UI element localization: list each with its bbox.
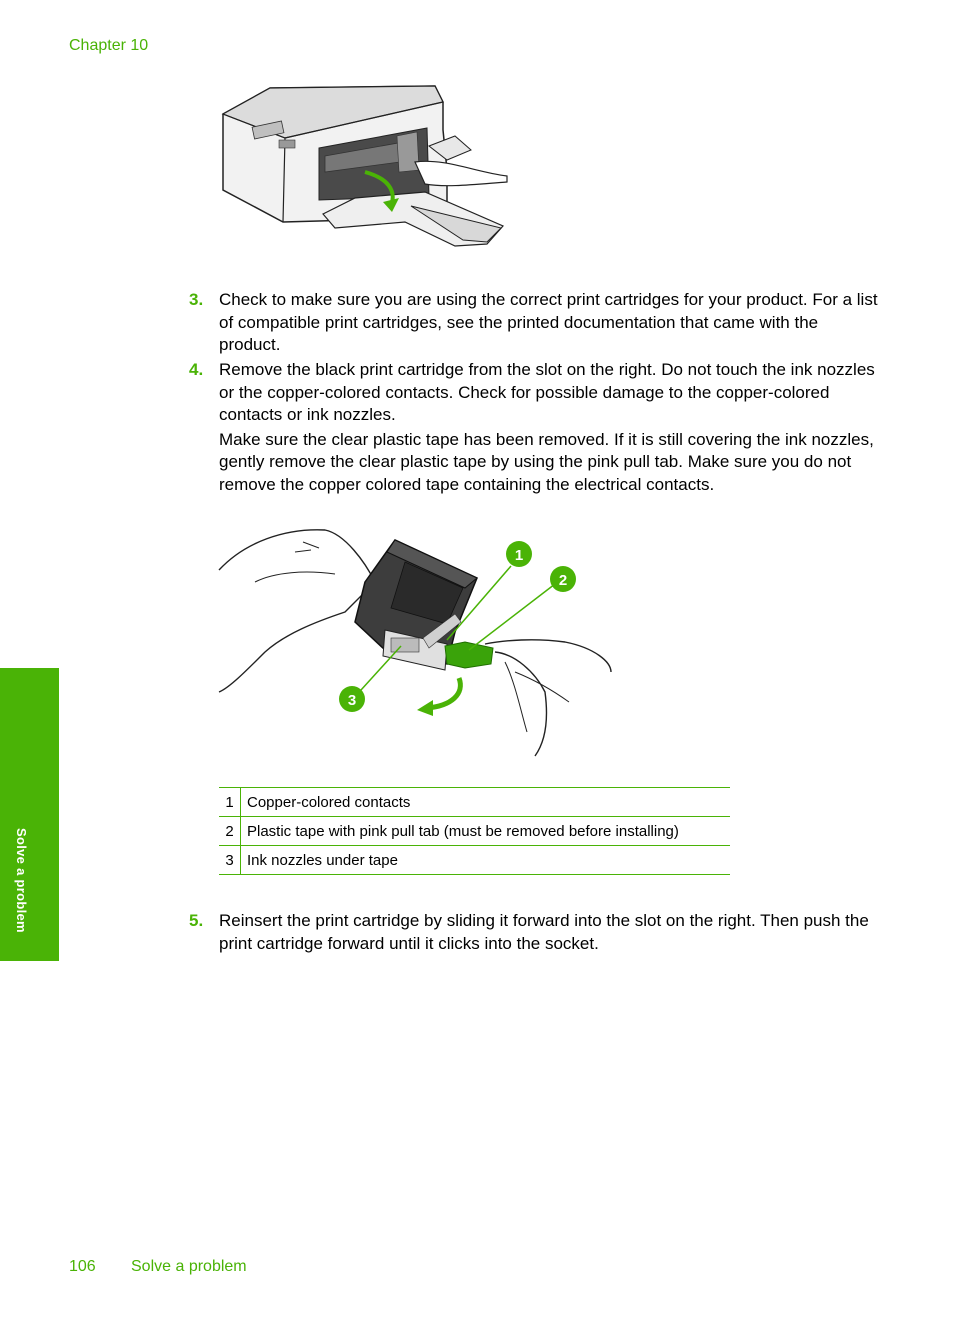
footer-title: Solve a problem [131, 1258, 247, 1275]
step-number: 3. [189, 290, 204, 309]
callout-1-label: 1 [514, 547, 524, 564]
table-row [219, 788, 730, 817]
legend-text: Plastic tape with pink pull tab (must be removed before installing) [241, 817, 731, 846]
step-text: Remove the black print cartridge from the slot on the right. Do not touch the ink nozzles or the copper-colored contacts. Check for possible damage to the copper-colored contacts or ink nozzles. [219, 360, 875, 424]
table-row [219, 846, 730, 875]
legend-text: Ink nozzles under tape [241, 846, 731, 875]
legend-number: 3 [219, 846, 241, 875]
step-text: Reinsert the print cartridge by sliding it forward into the slot on the right. Then push the print cartridge forward until it clicks into the socket. [219, 911, 869, 953]
step-number: 4. [189, 360, 204, 379]
step-text: Check to make sure you are using the correct print cartridges for your product. For a list of compatible print cartridges, see the printed documentation that came with the product. [219, 290, 878, 354]
callout-2-label: 2 [558, 572, 568, 589]
chapter-heading: Chapter 10 [69, 37, 149, 54]
printer-illustration [215, 80, 515, 252]
callout-3-label: 3 [347, 692, 357, 709]
side-tab [0, 668, 59, 961]
step-text: Make sure the clear plastic tape has been removed. If it is still covering the ink nozzles, gently remove the clear plastic tape by using the pink pull tab. Make sure you do not remove the copper colored tape containing the electrical contacts. [219, 429, 874, 494]
page-number: 106 [69, 1258, 96, 1275]
step-number: 5. [189, 911, 204, 930]
table-row [219, 817, 730, 846]
side-tab-label: Solve a problem [14, 828, 29, 933]
legend-text: Copper-colored contacts [241, 788, 731, 817]
step-5 [189, 910, 879, 955]
callout-legend-table [219, 787, 730, 875]
legend-number: 1 [219, 788, 241, 817]
cartridge-illustration [215, 522, 615, 770]
legend-number: 2 [219, 817, 241, 846]
step-4 [189, 359, 879, 496]
step-3 [189, 289, 879, 357]
